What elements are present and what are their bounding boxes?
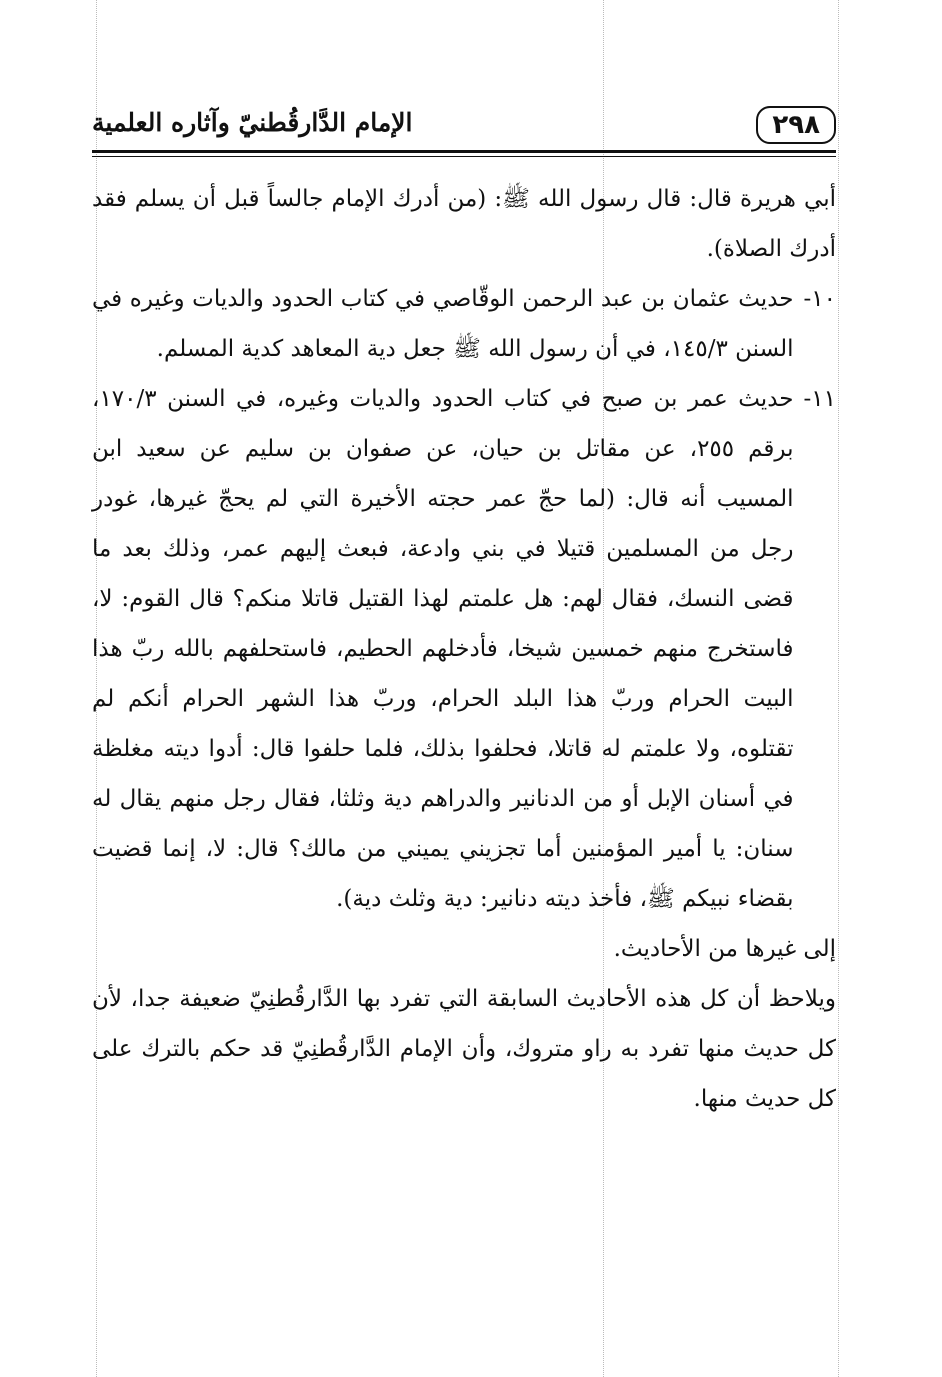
header-rule-thin <box>92 156 836 157</box>
main-text <box>92 174 836 1124</box>
list-item <box>92 274 836 374</box>
header-rule-thick <box>92 150 836 153</box>
scan-guide-line <box>838 0 839 1377</box>
item-text: حديث عمر بن صبح في كتاب الحدود والديات وغيره، في السنن ١٧٠/٣، برقم ٢٥٥، عن مقاتل بن حيان، عن صفوان بن سليم عن سعيد ابن المسيب أنه قال: (لما حجّ عمر حجته الأخيرة التي لم يحجّ غيرها، غودر رجل من المسلمين قتيلا في بني وادعة، فبعث إليهم عمر، وذلك بعد ما قضى النسك، فقال لهم: هل علمتم لهذا القتيل قاتلا منكم؟ قال القوم: لا، فاستخرج منهم خمسين شيخا، فأدخلهم الحطيم، فاستحلفهم بالله ربّ هذا البيت الحرام وربّ هذا البلد الحرام، وربّ هذا الشهر الحرام أنكم لم تقتلوه، ولا علمتم له قاتلا، فحلفوا بذلك، فلما حلفوا قال: أدوا ديته مغلظة في أسنان الإبل أو من الدنانير والدراهم دية وثلثا، فقال رجل منهم يقال له سنان: يا أمير المؤمنين أما تجزيني يميني من مالك؟ قال: لا، إنما قضيت بقضاء نبيكم ﷺ، فأخذ ديته دنانير: دية وثلث دية). <box>92 386 794 912</box>
list-item <box>92 374 836 924</box>
conclusion-paragraph: ويلاحظ أن كل هذه الأحاديث السابقة التي تفرد بها الدَّارقُطنِيّ ضعيفة جدا، لأن كل حديث منها تفرد به راو متروك، وأن الإمام الدَّارقُطنِيّ قد حكم بالترك على كل حديث منها. <box>92 986 836 1112</box>
page-header <box>92 100 836 150</box>
tail-line: إلى غيرها من الأحاديث. <box>613 936 836 962</box>
item-text: حديث عثمان بن عبد الرحمن الوقّاصي في كتاب الحدود والديات وغيره في السنن ١٤٥/٣، في أن رسول الله ﷺ جعل دية المعاهد كدية المسلم. <box>92 286 794 362</box>
item-number: ١٠- <box>803 286 836 312</box>
item-number: ١١- <box>803 386 836 412</box>
page-number: ٢٩٨ <box>756 106 836 144</box>
continuation-paragraph: أبي هريرة قال: قال رسول الله ﷺ: (من أدرك الإمام جالساً قبل أن يسلم فقد أدرك الصلاة). <box>92 186 836 262</box>
running-title: الإمام الدَّارقُطنيّ وآثاره العلمية <box>92 108 413 137</box>
